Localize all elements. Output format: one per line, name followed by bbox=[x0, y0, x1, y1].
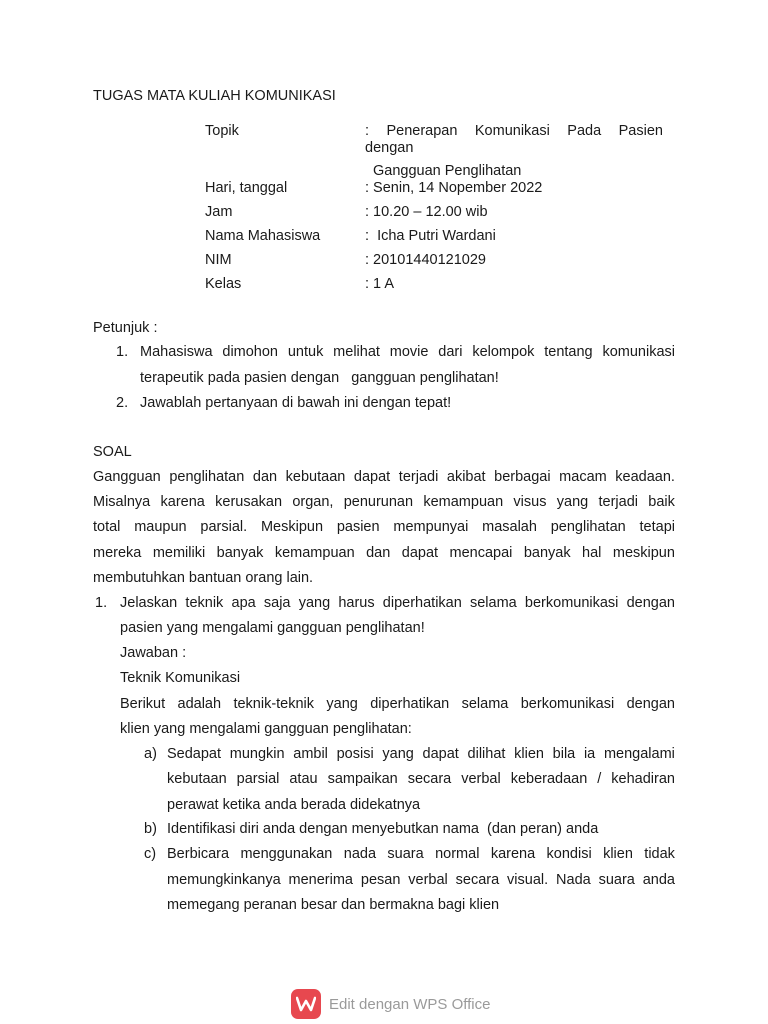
question-number: 1. bbox=[95, 595, 108, 611]
word: Gangguan bbox=[93, 469, 161, 485]
nim-value: : 20101440121029 bbox=[365, 252, 486, 268]
word: harus bbox=[338, 595, 375, 611]
word: Mahasiswa bbox=[140, 344, 213, 360]
topik-value-line1 bbox=[365, 123, 663, 139]
word: kebutaan bbox=[285, 469, 346, 485]
word: hal bbox=[582, 545, 602, 561]
word: kelompok bbox=[472, 344, 535, 360]
word: untuk bbox=[287, 344, 324, 360]
word: sampaikan bbox=[327, 771, 398, 787]
word: dan bbox=[366, 545, 391, 561]
word: Misalnya bbox=[93, 494, 151, 510]
word: penurunan bbox=[343, 494, 414, 510]
word: dimohon bbox=[222, 344, 278, 360]
word: baik bbox=[648, 494, 675, 510]
word: verbal bbox=[408, 872, 448, 888]
word: yang bbox=[298, 595, 331, 611]
word: adalah bbox=[177, 696, 222, 712]
word: penglihatan bbox=[550, 519, 626, 535]
hari-label: Hari, tanggal bbox=[205, 180, 288, 196]
nama-value: : Icha Putri Wardani bbox=[365, 228, 496, 244]
word: parsial bbox=[236, 771, 280, 787]
word: dari bbox=[438, 344, 463, 360]
point-c-line3: memegang peranan besar dan bermakna bagi klien bbox=[167, 897, 500, 913]
point-c-line1 bbox=[167, 846, 675, 862]
point-a-line3: perawat ketika anda berada didekatnya bbox=[167, 797, 421, 813]
word: movie bbox=[389, 344, 429, 360]
word: Komunikasi bbox=[474, 123, 550, 139]
word: keberadaan bbox=[510, 771, 588, 787]
word: mempunyai bbox=[393, 519, 469, 535]
word: Berikut bbox=[120, 696, 166, 712]
word: secara bbox=[455, 872, 500, 888]
word: akibat bbox=[446, 469, 486, 485]
word: banyak bbox=[523, 545, 571, 561]
word: yang bbox=[382, 746, 414, 762]
petunjuk-item-2-line1: Jawablah pertanyaan di bawah ini dengan tepat! bbox=[140, 395, 452, 411]
word: Nada bbox=[556, 872, 591, 888]
word: yang bbox=[556, 494, 589, 510]
point-letter: a) bbox=[144, 746, 157, 762]
kelas-label: Kelas bbox=[205, 276, 242, 292]
word: dengan bbox=[626, 696, 675, 712]
word: melihat bbox=[333, 344, 380, 360]
word: pesan bbox=[360, 872, 401, 888]
word: selama bbox=[469, 595, 517, 611]
word: dan bbox=[252, 469, 278, 485]
word: Pada bbox=[567, 123, 602, 139]
word: secara bbox=[407, 771, 452, 787]
word: kebutaan bbox=[167, 771, 227, 787]
point-c-line2 bbox=[167, 872, 675, 888]
soal-heading: SOAL bbox=[93, 444, 132, 460]
word: visus bbox=[513, 494, 547, 510]
word: klien bbox=[603, 846, 633, 862]
word: : bbox=[365, 123, 370, 139]
word: kondisi bbox=[546, 846, 592, 862]
point-b-line1: Identifikasi diri anda dengan menyebutkan nama (dan peran) anda bbox=[167, 821, 599, 837]
petunjuk-item-number: 2. bbox=[116, 395, 129, 411]
topik-value-line3: Gangguan Penglihatan bbox=[373, 163, 522, 179]
word: selama bbox=[461, 696, 509, 712]
word: tentang bbox=[544, 344, 593, 360]
word: nada bbox=[343, 846, 377, 862]
soal-paragraph-line bbox=[93, 545, 675, 561]
word: atau bbox=[289, 771, 318, 787]
wps-office-logo-icon bbox=[291, 989, 321, 1019]
word: suara bbox=[598, 872, 635, 888]
word: Berbicara bbox=[167, 846, 230, 862]
word: menggunakan bbox=[240, 846, 333, 862]
watermark-text: Edit dengan WPS Office bbox=[329, 995, 491, 1013]
word: pasien bbox=[336, 519, 380, 535]
word: verbal bbox=[461, 771, 501, 787]
word: kemampuan bbox=[423, 494, 504, 510]
word: macam bbox=[559, 469, 607, 485]
soal-paragraph-line bbox=[93, 469, 675, 485]
word: masalah bbox=[482, 519, 537, 535]
word: Sedapat bbox=[167, 746, 222, 762]
nama-label: Nama Mahasiswa bbox=[205, 228, 321, 244]
word: terjadi bbox=[598, 494, 638, 510]
word: tidak bbox=[644, 846, 675, 862]
point-letter: b) bbox=[144, 821, 157, 837]
point-a-line1 bbox=[167, 746, 675, 762]
answer-intro-line2: klien yang mengalami gangguan penglihatan: bbox=[120, 721, 412, 737]
word: mungkin bbox=[229, 746, 285, 762]
petunjuk-item-1-line2: terapeutik pada pasien dengan gangguan penglihatan! bbox=[140, 370, 499, 386]
word: komunikasi bbox=[602, 344, 675, 360]
word: organ, bbox=[292, 494, 334, 510]
word: yang bbox=[326, 696, 358, 712]
word: klien bbox=[514, 746, 544, 762]
petunjuk-item-1-line1 bbox=[140, 344, 675, 360]
word: memungkinkanya bbox=[167, 872, 281, 888]
word: ia bbox=[583, 746, 596, 762]
word: dilihat bbox=[467, 746, 506, 762]
topik-value-line2: dengan bbox=[365, 140, 414, 156]
word: meskipun bbox=[612, 545, 675, 561]
word: dengan bbox=[626, 595, 675, 611]
word: suara bbox=[387, 846, 424, 862]
word: saja bbox=[263, 595, 291, 611]
word: Pasien bbox=[618, 123, 663, 139]
word: normal bbox=[435, 846, 480, 862]
word: visual. bbox=[507, 872, 549, 888]
word: penglihatan bbox=[169, 469, 245, 485]
word: berkomunikasi bbox=[524, 595, 619, 611]
point-a-line2 bbox=[167, 771, 675, 787]
word: teknik bbox=[185, 595, 224, 611]
word: posisi bbox=[336, 746, 374, 762]
word: maupun bbox=[134, 519, 187, 535]
question-1-line2: pasien yang mengalami gangguan penglihatan! bbox=[120, 620, 425, 636]
jam-value: : 10.20 – 12.00 wib bbox=[365, 204, 488, 220]
jam-label: Jam bbox=[205, 204, 233, 220]
word: parsial. bbox=[200, 519, 248, 535]
soal-paragraph-line bbox=[93, 519, 675, 535]
answer-subheading: Teknik Komunikasi bbox=[120, 670, 241, 686]
word: karena bbox=[490, 846, 536, 862]
word: berbagai bbox=[494, 469, 551, 485]
word: tetapi bbox=[639, 519, 675, 535]
word: banyak bbox=[216, 545, 264, 561]
jawaban-label: Jawaban : bbox=[120, 645, 187, 661]
word: mengalami bbox=[603, 746, 675, 762]
word: teknik-teknik bbox=[233, 696, 315, 712]
point-letter: c) bbox=[144, 846, 157, 862]
kelas-value: : 1 A bbox=[365, 276, 395, 292]
petunjuk-item-number: 1. bbox=[116, 344, 129, 360]
answer-intro-line1 bbox=[120, 696, 675, 712]
word: ambil bbox=[293, 746, 328, 762]
word: kerusakan bbox=[215, 494, 283, 510]
document-title: TUGAS MATA KULIAH KOMUNIKASI bbox=[93, 88, 336, 104]
hari-value: : Senin, 14 Nopember 2022 bbox=[365, 180, 543, 196]
word: Jelaskan bbox=[120, 595, 178, 611]
word: berkomunikasi bbox=[520, 696, 615, 712]
word: apa bbox=[231, 595, 256, 611]
nim-label: NIM bbox=[205, 252, 232, 268]
word: keadaan. bbox=[615, 469, 675, 485]
word: Meskipun bbox=[260, 519, 324, 535]
word: dapat bbox=[353, 469, 391, 485]
petunjuk-heading: Petunjuk : bbox=[93, 320, 158, 336]
wps-watermark[interactable] bbox=[291, 988, 490, 1020]
word: mereka bbox=[93, 545, 142, 561]
word: kehadiran bbox=[611, 771, 675, 787]
word: terjadi bbox=[398, 469, 439, 485]
soal-paragraph-line bbox=[93, 494, 675, 510]
word: total bbox=[93, 519, 121, 535]
soal-paragraph-last-line: membutuhkan bantuan orang lain. bbox=[93, 570, 314, 586]
word: bila bbox=[552, 746, 576, 762]
word: anda bbox=[642, 872, 675, 888]
word: diperhatikan bbox=[382, 595, 462, 611]
word: mencapai bbox=[449, 545, 513, 561]
word: karena bbox=[160, 494, 205, 510]
word: diperhatikan bbox=[370, 696, 450, 712]
question-1-line1 bbox=[120, 595, 675, 611]
word: dapat bbox=[401, 545, 439, 561]
word: memiliki bbox=[152, 545, 206, 561]
topik-label: Topik bbox=[205, 123, 239, 139]
word: / bbox=[597, 771, 602, 787]
word: dapat bbox=[422, 746, 459, 762]
word: menerima bbox=[288, 872, 353, 888]
word: kemampuan bbox=[274, 545, 355, 561]
word: Penerapan bbox=[386, 123, 458, 139]
